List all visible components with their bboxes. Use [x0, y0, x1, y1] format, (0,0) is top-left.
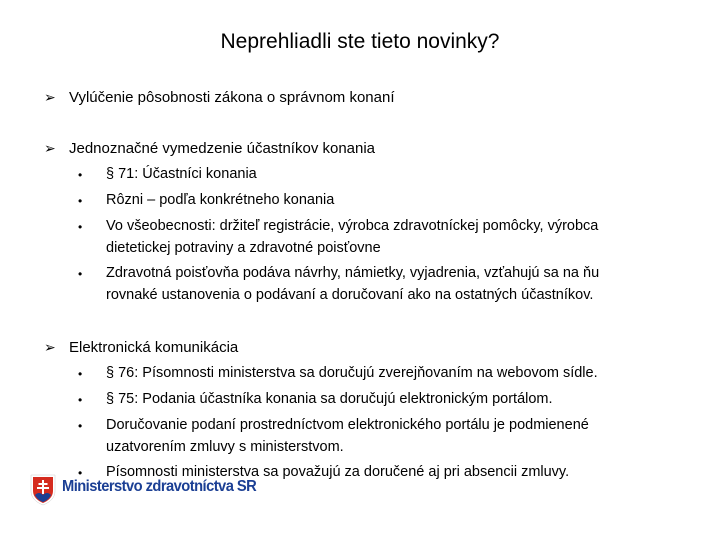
bullet-icon: •	[78, 168, 83, 182]
slovak-coat-of-arms-icon	[30, 474, 56, 506]
list-item: Písomnosti ministerstva sa považujú za doručené aj pri absencii zmluvy.	[106, 464, 570, 480]
section-heading: Vylúčenie pôsobnosti zákona o správnom konaní	[69, 89, 395, 106]
list-item: § 71: Účastníci konania	[106, 166, 257, 182]
bullet-icon: •	[78, 220, 83, 234]
list-item: Vo všeobecnosti: držiteľ registrácie, výrobca zdravotníckej pomôcky, výrobca	[106, 218, 599, 234]
list-item: § 75: Podania účastníka konania sa doručujú elektronickým portálom.	[106, 391, 553, 407]
bullet-icon: •	[78, 419, 83, 433]
arrow-bullet-icon: ➢	[44, 339, 56, 355]
list-item-cont: uzatvorením zmluvy s ministerstvom.	[106, 439, 344, 455]
section-heading: Jednoznačné vymedzenie účastníkov konania	[69, 140, 376, 157]
ministry-logo-text: Ministerstvo zdravotníctva SR	[62, 478, 257, 495]
bullet-icon: •	[78, 267, 83, 281]
list-item-cont: dietetickej potraviny a zdravotné poisťovne	[106, 240, 381, 256]
slide-title: Neprehliadli ste tieto novinky?	[220, 30, 500, 53]
arrow-bullet-icon: ➢	[44, 89, 56, 105]
list-item: Doručovanie podaní prostredníctvom elektronického portálu je podmienené	[106, 417, 589, 433]
bullet-icon: •	[78, 466, 83, 480]
list-item-cont: rovnaké ustanovenia o podávaní a doručovaní ako na ostatných účastníkov.	[106, 287, 594, 303]
arrow-bullet-icon: ➢	[44, 140, 56, 156]
section-heading: Elektronická komunikácia	[69, 339, 239, 356]
bullet-icon: •	[78, 194, 83, 208]
list-item: Rôzni – podľa konkrétneho konania	[106, 192, 335, 208]
list-item: Zdravotná poisťovňa podáva návrhy, námietky, vyjadrenia, vzťahujú sa na ňu	[106, 265, 600, 281]
list-item: § 76: Písomnosti ministerstva sa doručujú zverejňovaním na webovom sídle.	[106, 365, 598, 381]
bullet-icon: •	[78, 393, 83, 407]
bullet-icon: •	[78, 367, 83, 381]
